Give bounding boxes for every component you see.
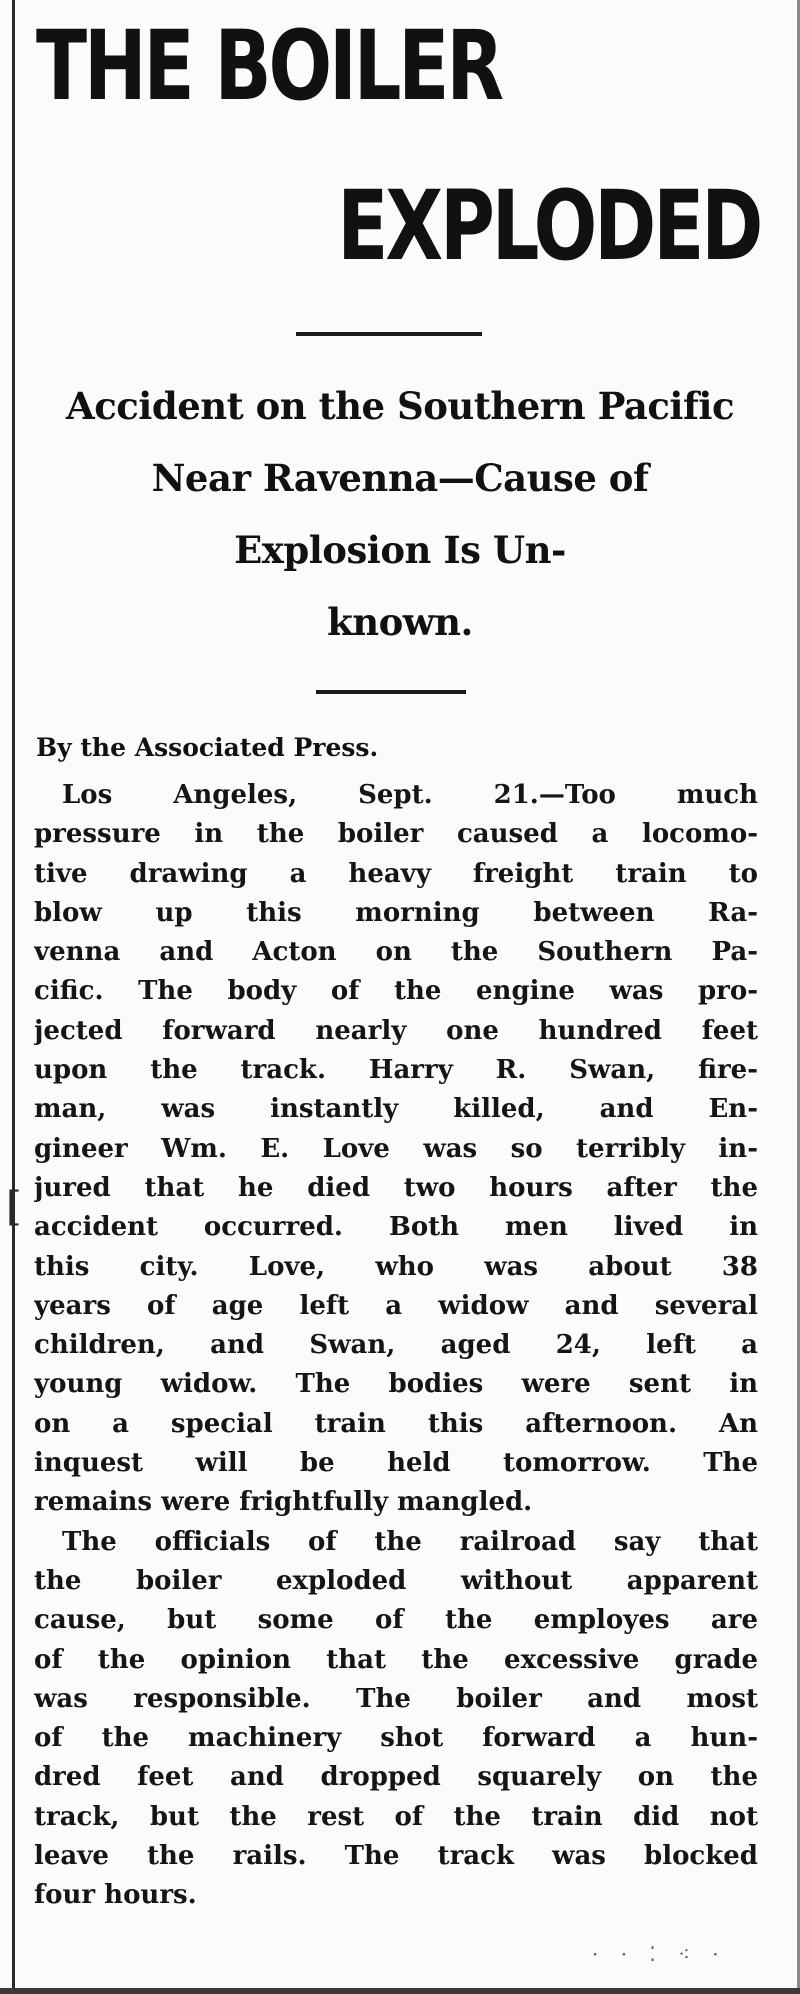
- column-rule-left: [12, 0, 15, 1994]
- body-line: accident occurred. Both men lived in: [34, 1212, 758, 1243]
- body-line: young widow. The bodies were sent in: [34, 1369, 758, 1400]
- body-line: jured that he died two hours after the: [34, 1172, 758, 1203]
- headline-line-1: THE BOILER: [36, 10, 501, 122]
- headline-line-2: EXPLODED: [337, 170, 760, 282]
- byline: By the Associated Press.: [36, 733, 379, 762]
- body-line: jected forward nearly one hundred feet: [34, 1015, 758, 1046]
- body-line: four hours.: [34, 1880, 197, 1911]
- body-line: upon the track. Harry R. Swan, fire-: [34, 1055, 758, 1086]
- body-line: inquest will be held tomorrow. The: [34, 1448, 758, 1479]
- body-line: man, was instantly killed, and En-: [34, 1094, 758, 1125]
- print-smudge-marks: · · ⁚ ⁖ ·: [592, 1942, 727, 1966]
- subheadline-line: Near Ravenna—Cause of: [151, 456, 649, 500]
- body-line: leave the rails. The track was blocked: [34, 1841, 758, 1872]
- subheadline-line: Accident on the Southern Pacific: [66, 384, 734, 428]
- body-line: Los Angeles, Sept. 21.—Too much: [62, 780, 758, 810]
- body-line: gineer Wm. E. Love was so terribly in-: [34, 1133, 758, 1164]
- subheadline: [20, 370, 780, 658]
- body-line: track, but the rest of the train did not: [34, 1801, 758, 1832]
- subheadline-line: known.: [327, 600, 473, 644]
- body-line: tive drawing a heavy freight train to: [34, 858, 758, 889]
- body-line: cause, but some of the employes are: [34, 1605, 758, 1636]
- margin-bracket-mark: [: [6, 1184, 22, 1230]
- subhead-divider: [316, 690, 466, 694]
- body-line: years of age left a widow and several: [34, 1290, 758, 1321]
- body-line: dred feet and dropped squarely on the: [34, 1762, 758, 1793]
- body-line: cific. The body of the engine was pro-: [34, 976, 758, 1007]
- body-line: on a special train this afternoon. An: [34, 1408, 758, 1439]
- body-line: of the opinion that the excessive grade: [34, 1644, 758, 1675]
- body-line: of the machinery shot forward a hun-: [34, 1723, 758, 1754]
- subheadline-line: Explosion Is Un-: [234, 528, 566, 572]
- body-line: pressure in the boiler caused a locomo-: [34, 819, 758, 850]
- body-line: blow up this morning between Ra-: [34, 897, 758, 928]
- body-line: the boiler exploded without apparent: [34, 1565, 758, 1596]
- article-body: [34, 776, 758, 1916]
- headline-divider: [296, 332, 482, 336]
- body-line: The officials of the railroad say that: [62, 1526, 758, 1557]
- scan-edge-bottom: [0, 1988, 800, 1994]
- body-line: children, and Swan, aged 24, left a: [34, 1330, 758, 1361]
- body-line: was responsible. The boiler and most: [34, 1683, 758, 1714]
- body-line: this city. Love, who was about 38: [34, 1251, 758, 1282]
- body-line: venna and Acton on the Southern Pa-: [34, 937, 758, 968]
- body-line: remains were frightfully mangled.: [34, 1487, 533, 1518]
